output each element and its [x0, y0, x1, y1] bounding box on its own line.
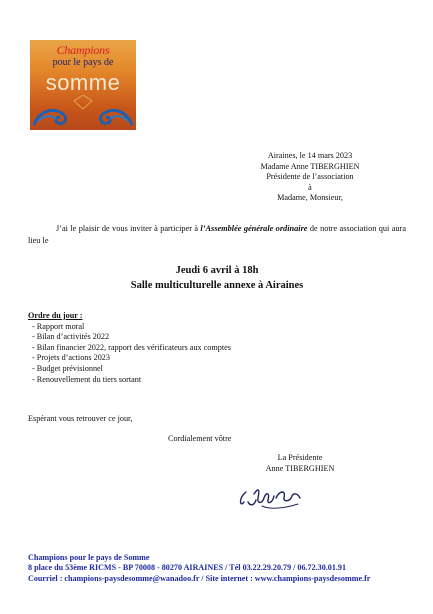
sender-name: Madame Anne TIBERGHIEN	[260, 161, 360, 171]
agenda-item: - Bilan d’activités 2022	[32, 332, 110, 342]
footer-contact: Courriel : champions-paysdesomme@wanadoo.fr / Site internet : www.champions-paysdesomme.fr	[28, 573, 371, 583]
logo-ornament-icon	[30, 95, 136, 130]
agenda-item: - Projets d’actions 2023	[32, 353, 110, 363]
signature-block	[240, 453, 360, 474]
logo-line-3: somme	[45, 70, 121, 95]
invitation-paragraph	[28, 223, 406, 247]
closing-hope: Espérant vous retrouver ce jour,	[28, 414, 133, 423]
logo-line-1: Champions	[56, 43, 110, 57]
event-block	[28, 263, 406, 293]
event-place: Salle multiculturelle annexe à Airaines	[130, 280, 304, 291]
agenda-item: - Budget prévisionnel	[32, 363, 103, 373]
invitation-text-after: de notre association qui aura lieu le	[28, 224, 407, 245]
event-date: Jeudi 6 avril à 18h	[175, 265, 259, 276]
footer-address: 8 place du 53ème RICMS - BP 70008 - 80270 AIRAINES / Tél 03.22.29.20.79 / 06.72.30.01.91	[28, 563, 346, 573]
logo-line-2: pour le pays de	[52, 57, 114, 68]
invitation-text-before: J’ai le plaisir de vous inviter à participer à	[56, 224, 201, 233]
agenda-title: Ordre du jour :	[28, 311, 83, 320]
agenda-item: - Bilan financier 2022, rapport des vérificateurs aux comptes	[32, 342, 231, 352]
recipient: Madame, Monsieur,	[277, 193, 343, 203]
closing-regards: Cordialement vôtre	[168, 434, 232, 443]
footer	[28, 553, 428, 584]
agenda-item: - Rapport moral	[32, 321, 85, 331]
signature-name: Anne TIBERGHIEN	[265, 463, 335, 473]
to-word: à	[308, 182, 312, 192]
signature-role: La Présidente	[277, 453, 323, 462]
letter-date: Airaines, le 14 mars 2023	[267, 151, 353, 160]
assembly-name: l’Assemblée générale ordinaire	[200, 224, 308, 233]
agenda-item: - Renouvellement du tiers sortant	[32, 374, 142, 384]
handwritten-signature	[234, 480, 306, 514]
footer-org: Champions pour le pays de Somme	[28, 553, 150, 562]
sender-block	[240, 151, 380, 204]
organization-logo	[30, 40, 136, 130]
agenda-list	[28, 322, 406, 386]
agenda	[28, 311, 406, 385]
sender-role: Présidente de l’association	[266, 172, 354, 182]
